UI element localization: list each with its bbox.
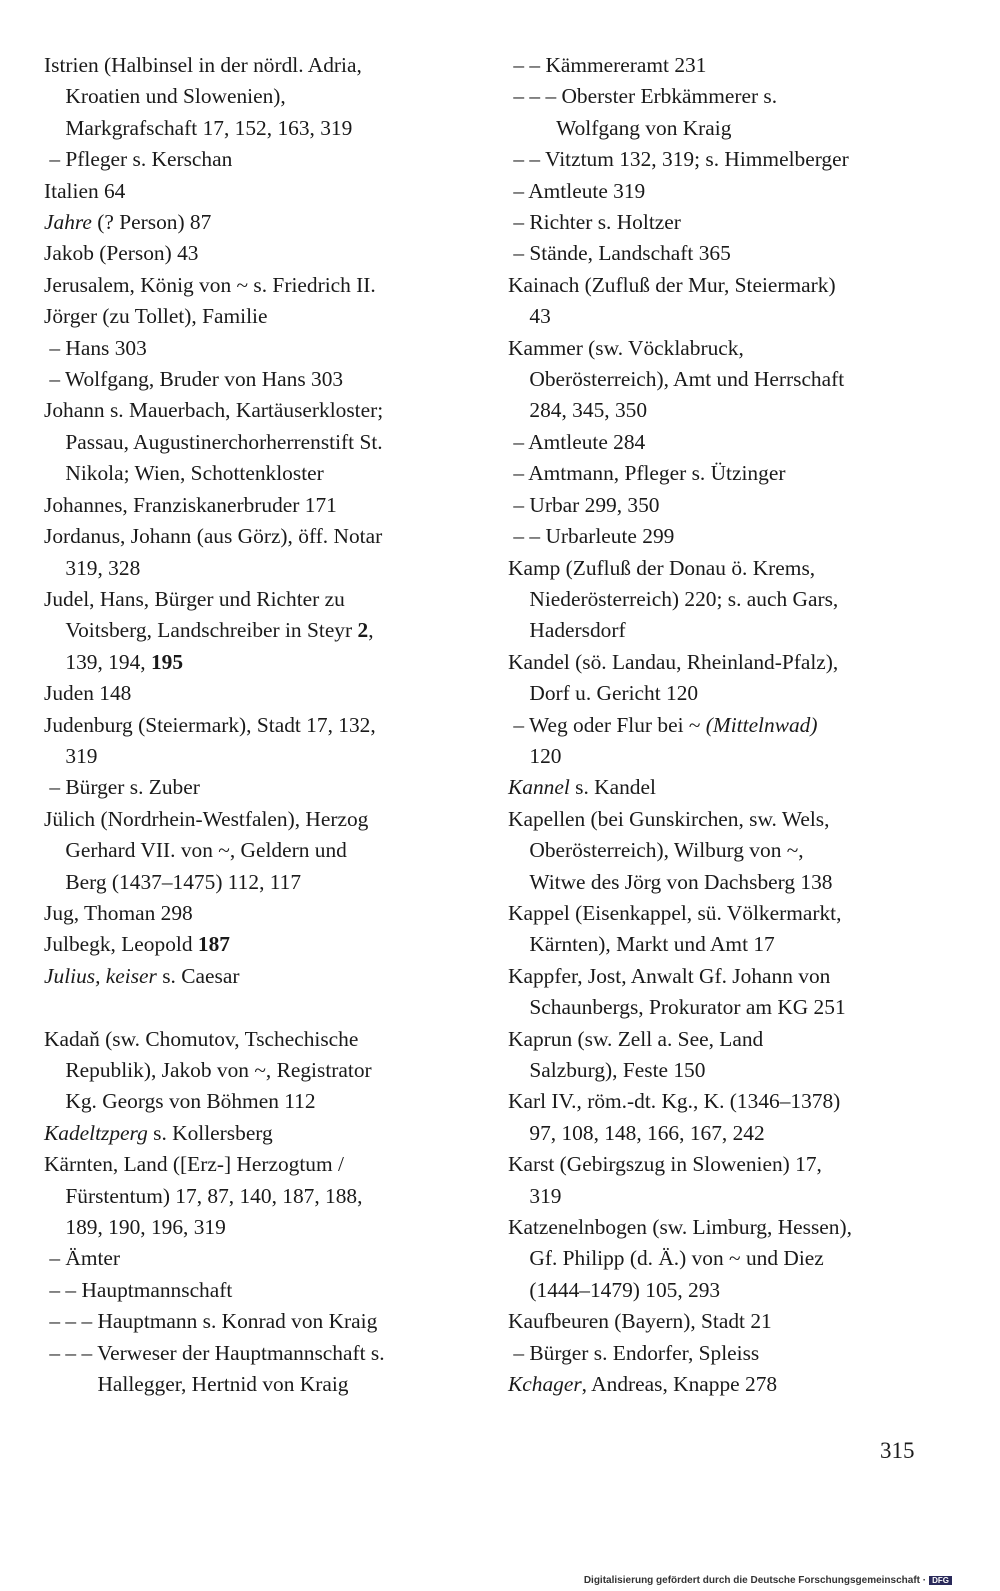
index-line [508,678,948,709]
index-text: Gerhard VII. von ~, Geldern und [44,838,347,863]
index-line [508,961,948,992]
index-text: Julius, keiser [44,963,157,988]
index-text: – Amtleute 319 [508,178,646,203]
index-text: Nikola; Wien, Schottenkloster [44,461,324,486]
dfg-logo: DFG [929,1576,952,1585]
index-line [508,1275,948,1306]
index-text: – Bürger s. Zuber [44,775,200,800]
index-line [44,1369,474,1400]
index-line [44,176,474,207]
index-text: Gf. Philipp (d. Ä.) von ~ und Diez [508,1246,824,1271]
index-line [44,961,474,992]
index-text: Hadersdorf [508,618,626,643]
index-line [44,1212,474,1243]
index-line [508,898,948,929]
index-text: Voitsberg, Landschreiber in Steyr [44,618,358,643]
index-text: – Hans 303 [44,335,147,360]
index-text: – Wolfgang, Bruder von Hans 303 [44,367,344,392]
index-text: s. Kollersberg [147,1120,273,1145]
index-line [44,584,474,615]
index-line [508,144,948,175]
index-line [44,81,474,112]
index-text: 319 [44,743,98,768]
index-text: Passau, Augustinerchorherrenstift St. [44,429,383,454]
index-line [44,553,474,584]
index-line [508,1055,948,1086]
index-text: s. Kandel [569,775,656,800]
index-text: Dorf u. Gericht 120 [508,681,699,706]
index-line [44,1086,474,1117]
index-text: – – Kämmereramt 231 [508,53,707,77]
index-line [508,929,948,960]
index-text: – – – Verweser der Hauptmannschaft s. [44,1340,385,1365]
index-text: Kroatien und Slowenien), [44,84,286,109]
index-text: – – – Oberster Erbkämmerer s. [508,84,778,109]
index-line [44,333,474,364]
index-line [508,1369,948,1400]
index-text: Istrien (Halbinsel in der nördl. Adria, [44,53,362,77]
index-line [44,1338,474,1369]
index-text: 139, 194, [44,649,151,674]
index-line [44,741,474,772]
index-line [508,490,948,521]
index-line [44,1181,474,1212]
index-line [508,867,948,898]
index-line [508,741,948,772]
index-line [44,804,474,835]
index-line [44,395,474,426]
index-line [508,647,948,678]
index-line [508,835,948,866]
index-text: Kappfer, Jost, Anwalt Gf. Johann von [508,963,831,988]
index-line [508,1118,948,1149]
index-line [44,867,474,898]
index-line [44,490,474,521]
index-line [44,1055,474,1086]
index-text: , [368,618,374,643]
index-text: Jakob (Person) 43 [44,241,199,266]
index-text: Jug, Thoman 298 [44,900,193,925]
index-line [44,144,474,175]
index-line [44,678,474,709]
index-text: Katzenelnbogen (sw. Limburg, Hessen), [508,1215,852,1240]
index-text: Italien 64 [44,178,126,203]
index-line [44,929,474,960]
index-text: – – Hauptmannschaft [44,1277,233,1302]
index-text: – Weg oder Flur bei ~ [508,712,706,737]
index-text: Jörger (zu Tollet), Familie [44,304,268,329]
index-text: 195 [150,649,184,674]
index-text: 187 [197,932,230,957]
index-text: 319 [508,1183,562,1208]
index-text: – Richter s. Holtzer [508,210,681,235]
index-text: s. Caesar [156,963,240,988]
index-text: Jülich (Nordrhein-Westfalen), Herzog [44,806,369,831]
index-line [508,1024,948,1055]
index-text: – – Vitztum 132, 319; s. Himmelberger [508,147,849,172]
index-line [508,1181,948,1212]
index-line [508,1086,948,1117]
index-line [44,301,474,332]
index-column-left [44,50,474,1400]
index-line [44,1024,474,1055]
index-text: 43 [508,304,551,329]
index-line [508,301,948,332]
index-text: Jordanus, Johann (aus Görz), öff. Notar [44,524,383,549]
index-line [508,804,948,835]
index-line [44,835,474,866]
index-text: (1444–1479) 105, 293 [508,1277,721,1302]
index-text: – Stände, Landschaft 365 [508,241,731,266]
index-text: Kärnten, Land ([Erz-] Herzogtum / [44,1152,344,1177]
index-line [508,333,948,364]
index-text: 189, 190, 196, 319 [44,1215,226,1240]
index-text: Schaunbergs, Prokurator am KG 251 [508,995,846,1020]
index-line [44,772,474,803]
index-text: Kadeltzperg [44,1120,148,1145]
index-line [44,50,474,81]
index-text: Fürstentum) 17, 87, 140, 187, 188, [44,1183,363,1208]
index-text: – Amtleute 284 [508,429,646,454]
index-line [508,772,948,803]
index-text: Johannes, Franziskanerbruder 171 [44,492,337,517]
index-line [508,458,948,489]
index-text: Kapellen (bei Gunskirchen, sw. Wels, [508,806,830,831]
index-text: Niederösterreich) 220; s. auch Gars, [508,586,839,611]
index-line [508,238,948,269]
index-text: Kadaň (sw. Chomutov, Tschechische [44,1026,359,1051]
index-line [44,898,474,929]
index-text: – Urbar 299, 350 [508,492,660,517]
index-line [508,427,948,458]
index-text: Markgrafschaft 17, 152, 163, 319 [44,115,353,140]
index-text: Jahre [44,210,92,235]
index-text: , Andreas, Knappe 278 [581,1372,778,1397]
index-text: Kandel (sö. Landau, Rheinland-Pfalz), [508,649,839,674]
index-text: Julbegk, Leopold [44,932,198,957]
index-text: Juden 148 [44,681,132,706]
index-text: 97, 108, 148, 166, 167, 242 [508,1120,765,1145]
index-text: Johann s. Mauerbach, Kartäuserkloster; [44,398,384,423]
index-line [44,427,474,458]
index-text: (? Person) 87 [91,210,212,235]
index-line [508,553,948,584]
index-text: Kärnten), Markt und Amt 17 [508,932,775,957]
index-column-right [508,50,948,1400]
index-line [44,647,474,678]
index-text: Kainach (Zufluß der Mur, Steiermark) [508,272,836,297]
index-line [44,113,474,144]
index-line [508,1212,948,1243]
index-text: Karl IV., röm.-dt. Kg., K. (1346–1378) [508,1089,841,1114]
index-line [508,992,948,1023]
index-line [508,1149,948,1180]
index-text: Oberösterreich), Amt und Herrschaft [508,367,845,392]
index-text: Kammer (sw. Vöcklabruck, [508,335,744,360]
index-text: (Mittelnwad) [705,712,818,737]
index-line [44,1118,474,1149]
index-line [44,615,474,646]
index-text: – Bürger s. Endorfer, Spleiss [508,1340,760,1365]
digitization-footer [584,1575,952,1586]
index-text: Karst (Gebirgszug in Slowenien) 17, [508,1152,822,1177]
index-line [44,521,474,552]
index-text: Kappel (Eisenkappel, sü. Völkermarkt, [508,900,842,925]
index-text: Oberösterreich), Wilburg von ~, [508,838,804,863]
index-text: 319, 328 [44,555,141,580]
index-text: Kamp (Zufluß der Donau ö. Krems, [508,555,816,580]
index-text: – Pfleger s. Kerschan [44,147,233,172]
index-text: Salzburg), Feste 150 [508,1058,706,1082]
index-text: – – – Hauptmann s. Konrad von Kraig [44,1309,378,1334]
index-line [508,176,948,207]
index-text: – Amtmann, Pfleger s. Ützinger [508,461,786,486]
index-line [508,50,948,81]
index-text: 120 [508,743,562,768]
index-text: Kchager [508,1372,582,1397]
index-line [508,270,948,301]
index-line [44,364,474,395]
index-text: Judel, Hans, Bürger und Richter zu [44,586,345,611]
index-text: 284, 345, 350 [508,398,648,423]
page-number: 315 [880,1438,915,1463]
index-line [44,1306,474,1337]
index-line [508,1338,948,1369]
index-text: Hallegger, Hertnid von Kraig [44,1372,349,1397]
index-line [44,238,474,269]
index-line [44,458,474,489]
index-text: – Ämter [44,1246,121,1271]
index-line [44,1243,474,1274]
index-line [508,207,948,238]
index-line [508,584,948,615]
index-text: Kaprun (sw. Zell a. See, Land [508,1026,764,1051]
index-line [44,207,474,238]
index-line [44,270,474,301]
footer-text: Digitalisierung gefördert durch die Deutsche Forschungsgemeinschaft · [583,1575,927,1586]
index-line [508,113,948,144]
index-line [508,521,948,552]
index-text: Wolfgang von Kraig [508,115,732,140]
index-line [508,1243,948,1274]
index-text: Jerusalem, König von ~ s. Friedrich II. [44,272,376,297]
index-line [44,992,474,1023]
index-text: 2 [357,618,369,643]
index-text: Judenburg (Steiermark), Stadt 17, 132, [44,712,376,737]
index-line [44,710,474,741]
index-text: Berg (1437–1475) 112, 117 [44,869,302,894]
index-text: Witwe des Jörg von Dachsberg 138 [508,869,833,894]
index-line [44,1149,474,1180]
index-line [508,710,948,741]
index-line [508,395,948,426]
index-line [508,364,948,395]
index-line [508,1306,948,1337]
index-text: – – Urbarleute 299 [508,524,675,549]
index-text: Kannel [508,775,570,800]
index-text: Republik), Jakob von ~, Registrator [44,1057,372,1082]
index-line [508,615,948,646]
index-line [508,81,948,112]
index-line [44,1275,474,1306]
index-text: Kaufbeuren (Bayern), Stadt 21 [508,1309,772,1334]
index-text: Kg. Georgs von Böhmen 112 [44,1089,316,1114]
